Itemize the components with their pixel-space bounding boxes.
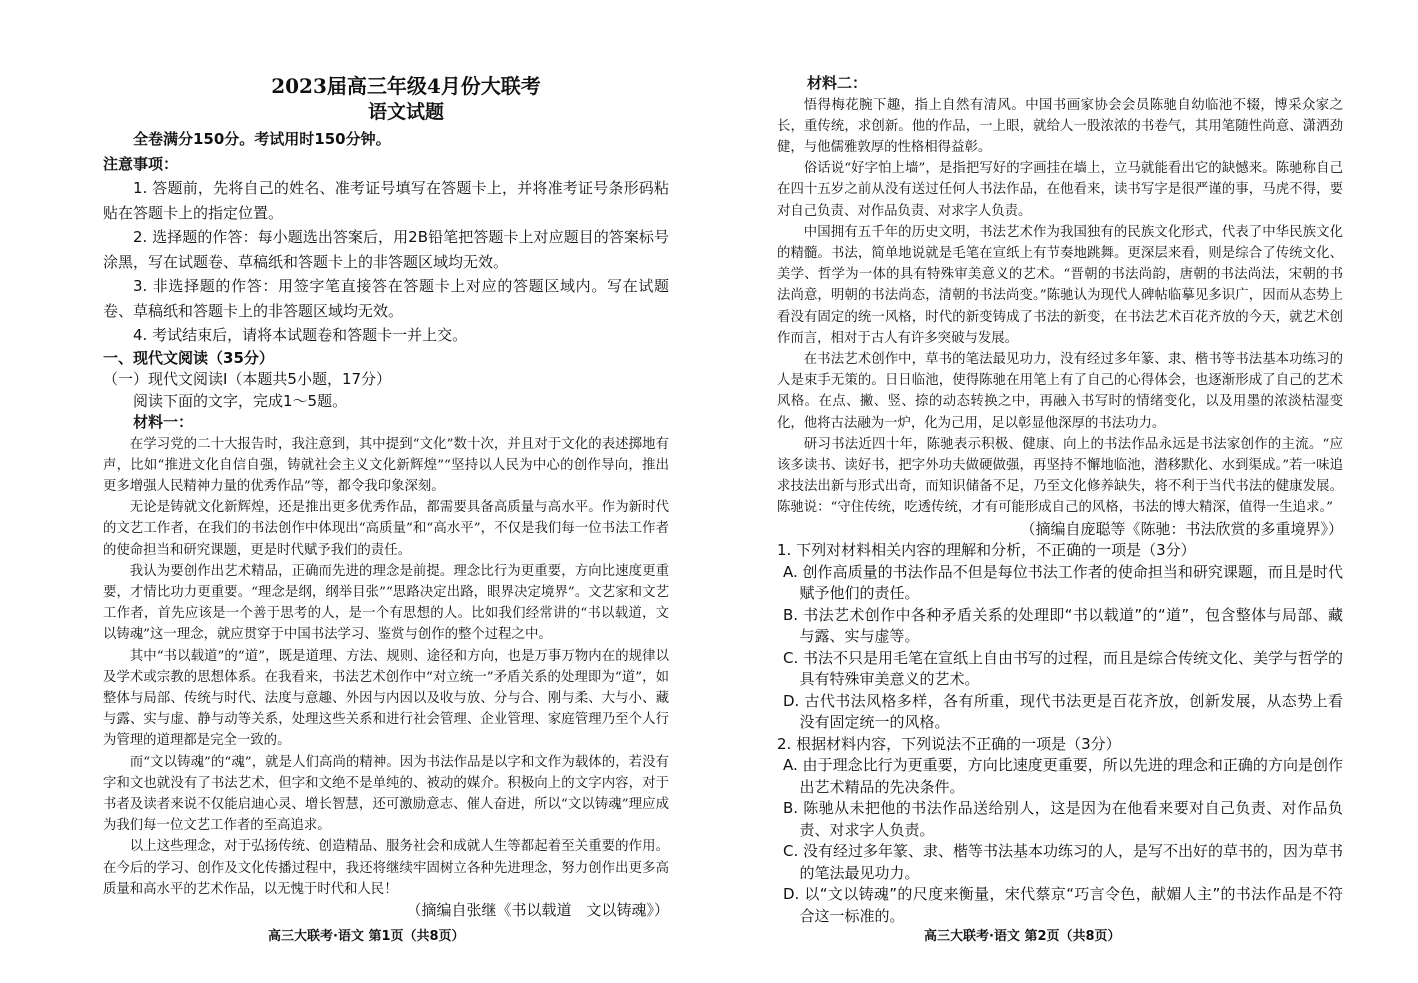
notice-2: 2. 选择题的作答：每小题选出答案后，用2B铅笔把答题卡上对应题目的答案标号涂黑，写在试题卷、草稿纸和答题卡上的非答题区域均无效。 [103,228,669,271]
subsection-heading: （一）现代文阅读Ⅰ（本题共5小题，17分） [103,370,392,388]
notice-1: 1. 答题前，先将自己的姓名、准考证号填写在答题卡上，并将准考证号条形码粘贴在答题卡上的指定位置。 [103,179,669,222]
material-2-label: 材料二： [807,74,868,92]
material-1-paragraph: 其中“书以载道”的“道”，既是道理、方法、规则、途径和方向，也是万事万物内在的规律以及学术或宗教的思想体系。在我看来，书法艺术创作中“对立统一”矛盾关系的处理即为“道”，如整体与局部、传统与时代、法度与意趣、外因与内因以及收与放、分与合、刚与柔、大与小、藏与露、实与虚、静与动等关系，处理这些关系和进行社会管理、企业管理、家庭管理乃至个人行为管理的道理都是完全一致的。 [103,648,669,749]
notice-heading: 注意事项： [103,154,179,173]
material-2-source: （摘编自庞聪等《陈驰：书法欣赏的多重境界》） [1020,519,1343,538]
material-2-paragraph: 俗话说“好字怕上墙”，是指把写好的字画挂在墙上，立马就能看出它的缺憾来。陈驰称自己在四十五岁之前从没有送过任何人书法作品，在他看来，读书写字是很严谨的事，马虎不得，要对自己负责、对作品负责、对求字人负责。 [777,161,1343,219]
question-1-stem: 1. 下列对材料相关内容的理解和分析，不正确的一项是（3分） [777,541,1196,560]
material-2-paragraph: 悟得梅花腕下趣，指上自然有清风。中国书画家协会会员陈驰自幼临池不辍，博采众家之长，重传统，求创新。他的作品，一上眼，就给人一股浓浓的书卷气，其用笔随性尚意、潇洒劲健，与他儒雅敦厚的性格相得益彰。 [777,97,1343,155]
question-2-option-c: C. 没有经过多年篆、隶、楷等书法基本功练习的人，是写不出好的草书的，因为草书的笔法最见功力。 [783,842,1344,882]
notice-3: 3. 非选择题的作答：用签字笔直接答在答题卡上对应的答题区域内。写在试题卷、草稿纸和答题卡上的非答题区域均无效。 [103,277,669,320]
material-1-paragraph: 我认为要创作出艺术精品，正确而先进的理念是前提。理念比行为更重要，方向比速度更重要，才情比功力更重要。“理念是纲，纲举目张”“思路决定出路，眼界决定境界”。文艺家和文艺工作者，首先应该是一个善于思考的人，是一个有思想的人。比如我们经常讲的“书以载道，文以铸魂”这一理念，就应贯穿于中国书法学习、鉴赏与创作的整个过程之中。 [103,563,669,643]
material-1-paragraph: 以上这些理念，对于弘扬传统、创造精品、服务社会和成就人生等都起着至关重要的作用。在今后的学习、创作及文化传播过程中，我还将继续牢固树立各种先进理念，努力创作出更多高质量和高水平的艺术作品，以无愧于时代和人民！ [103,839,669,897]
material-1-paragraph: 无论是铸就文化新辉煌，还是推出更多优秀作品，都需要具备高质量与高水平。作为新时代的文艺工作者，在我们的书法创作中体现出“高质量”和“高水平”，不仅是我们每一位书法工作者的使命担当和研究课题，更是时代赋予我们的责任。 [103,500,669,558]
question-2-option-d: D. 以“文以铸魂”的尺度来衡量，宋代蔡京“巧言令色，献媚人主”的书法作品是不符合这一标准的。 [783,885,1343,925]
material-2-paragraph: 在书法艺术创作中，草书的笔法最见功力，没有经过多年篆、隶、楷书等书法基本功练习的人是束手无策的。日日临池，使得陈驰在用笔上有了自己的心得体会，也逐渐形成了自己的艺术风格。在点、撇、竖、捺的动态转换之中，再融入书写时的情绪变化，以及用墨的浓淡枯湿变化，他将古法融为一炉，化为己用，足以彰显他深厚的书法功力。 [777,351,1343,431]
material-2-paragraph: 中国拥有五千年的历史文明，书法艺术作为我国独有的民族文化形式，代表了中华民族文化的精髓。书法，简单地说就是毛笔在宣纸上有节奏地跳舞。更深层来看，则是综合了传统文化、美学、哲学为一体的具有特殊审美意义的艺术。“晋朝的书法尚韵，唐朝的书法尚法，宋朝的书法尚意，明朝的书法尚态，清朝的书法尚变。”陈驰认为现代人碑帖临摹见多识广，因而从态势上看没有固定的统一风格，时代的新变铸成了书法的新变，在书法艺术百花齐放的今天，就艺术创作而言，相对于古人有许多突破与发展。 [777,224,1343,346]
question-1-option-d: D. 古代书法风格多样，各有所重，现代书法更是百花齐放，创新发展，从态势上看没有固定统一的风格。 [783,691,1343,732]
page-2-content [777,73,1343,927]
page-1-content [103,73,669,921]
material-1-paragraph: 在学习党的二十大报告时，我注意到，其中提到“文化”数十次，并且对于文化的表述掷地有声，比如“推进文化自信自强，铸就社会主义文化新辉煌”“坚持以人民为中心的创作导向，推出更多增强人民精神力量的优秀作品”等，都令我印象深刻。 [103,436,669,494]
question-1-option-b: B. 书法艺术创作中各种矛盾关系的处理即“书以载道”的“道”，包含整体与局部、藏与露、实与虚等。 [783,605,1343,646]
question-2-stem: 2. 根据材料内容，下列说法不正确的一项是（3分） [777,734,1121,753]
material-1-source: （摘编自张继《书以载道 文以铸魂》） [406,900,669,919]
exam-subtitle: 语文试题 [367,101,444,123]
material-1-label: 材料一： [133,413,194,431]
page-2-footer: 高三大联考·语文 第2页（共8页） [924,929,1121,944]
question-2-option-b: B. 陈驰从未把他的书法作品送给别人，这是因为在他看来要对自己负责、对作品负责、对求字人负责。 [783,799,1343,839]
question-1-option-c: C. 书法不只是用毛笔在宣纸上自由书写的过程，而且是综合传统文化、美学与哲学的具有特殊审美意义的艺术。 [783,648,1344,689]
question-2-option-a: A. 由于理念比行为更重要，方向比速度更重要，所以先进的理念和正确的方向是创作出艺术精品的先决条件。 [783,756,1343,796]
exam-title: 2023届高三年级4月份大联考 [271,74,541,98]
page-1-footer: 高三大联考·语文 第1页（共8页） [268,929,465,944]
notice-4: 4. 考试结束后，请将本试题卷和答题卡一并上交。 [133,326,468,344]
material-2-paragraph: 研习书法近四十年，陈驰表示积极、健康、向上的书法作品永远是书法家创作的主流。“应该多读书、读好书，把字外功夫做硬做强，再坚持不懈地临池，潜移默化、水到渠成。”若一味追求技法出新与形式出奇，而知识储备不足，乃至文化修养缺失，将不利于当代书法的健康发展。陈驰说：“守住传统，吃透传统，才有可能形成自己的风格，书法的博大精深，值得一生追求。” [777,436,1343,516]
exam-page-2 [709,0,1418,983]
material-1-paragraph: 而“文以铸魂”的“魂”，就是人们高尚的精神。因为书法作品是以字和文作为载体的，若没有字和文也就没有了书法艺术，但字和文绝不是单纯的、被动的媒介。积极向上的文字内容，对于书者及读者来说不仅能启迪心灵、增长智慧，还可激励意志、催人奋进，所以“文以铸魂”理应成为我们每一位文艺工作者的至高追求。 [103,754,669,834]
reading-instruction: 阅读下面的文字，完成1～5题。 [133,391,348,410]
question-1-option-a: A. 创作高质量的书法作品不但是每位书法工作者的使命担当和研究课题，而且是时代赋予他们的责任。 [783,562,1343,603]
section-heading: 一、现代文阅读（35分） [103,348,274,367]
score-line: 全卷满分150分。考试用时150分钟。 [133,130,391,148]
